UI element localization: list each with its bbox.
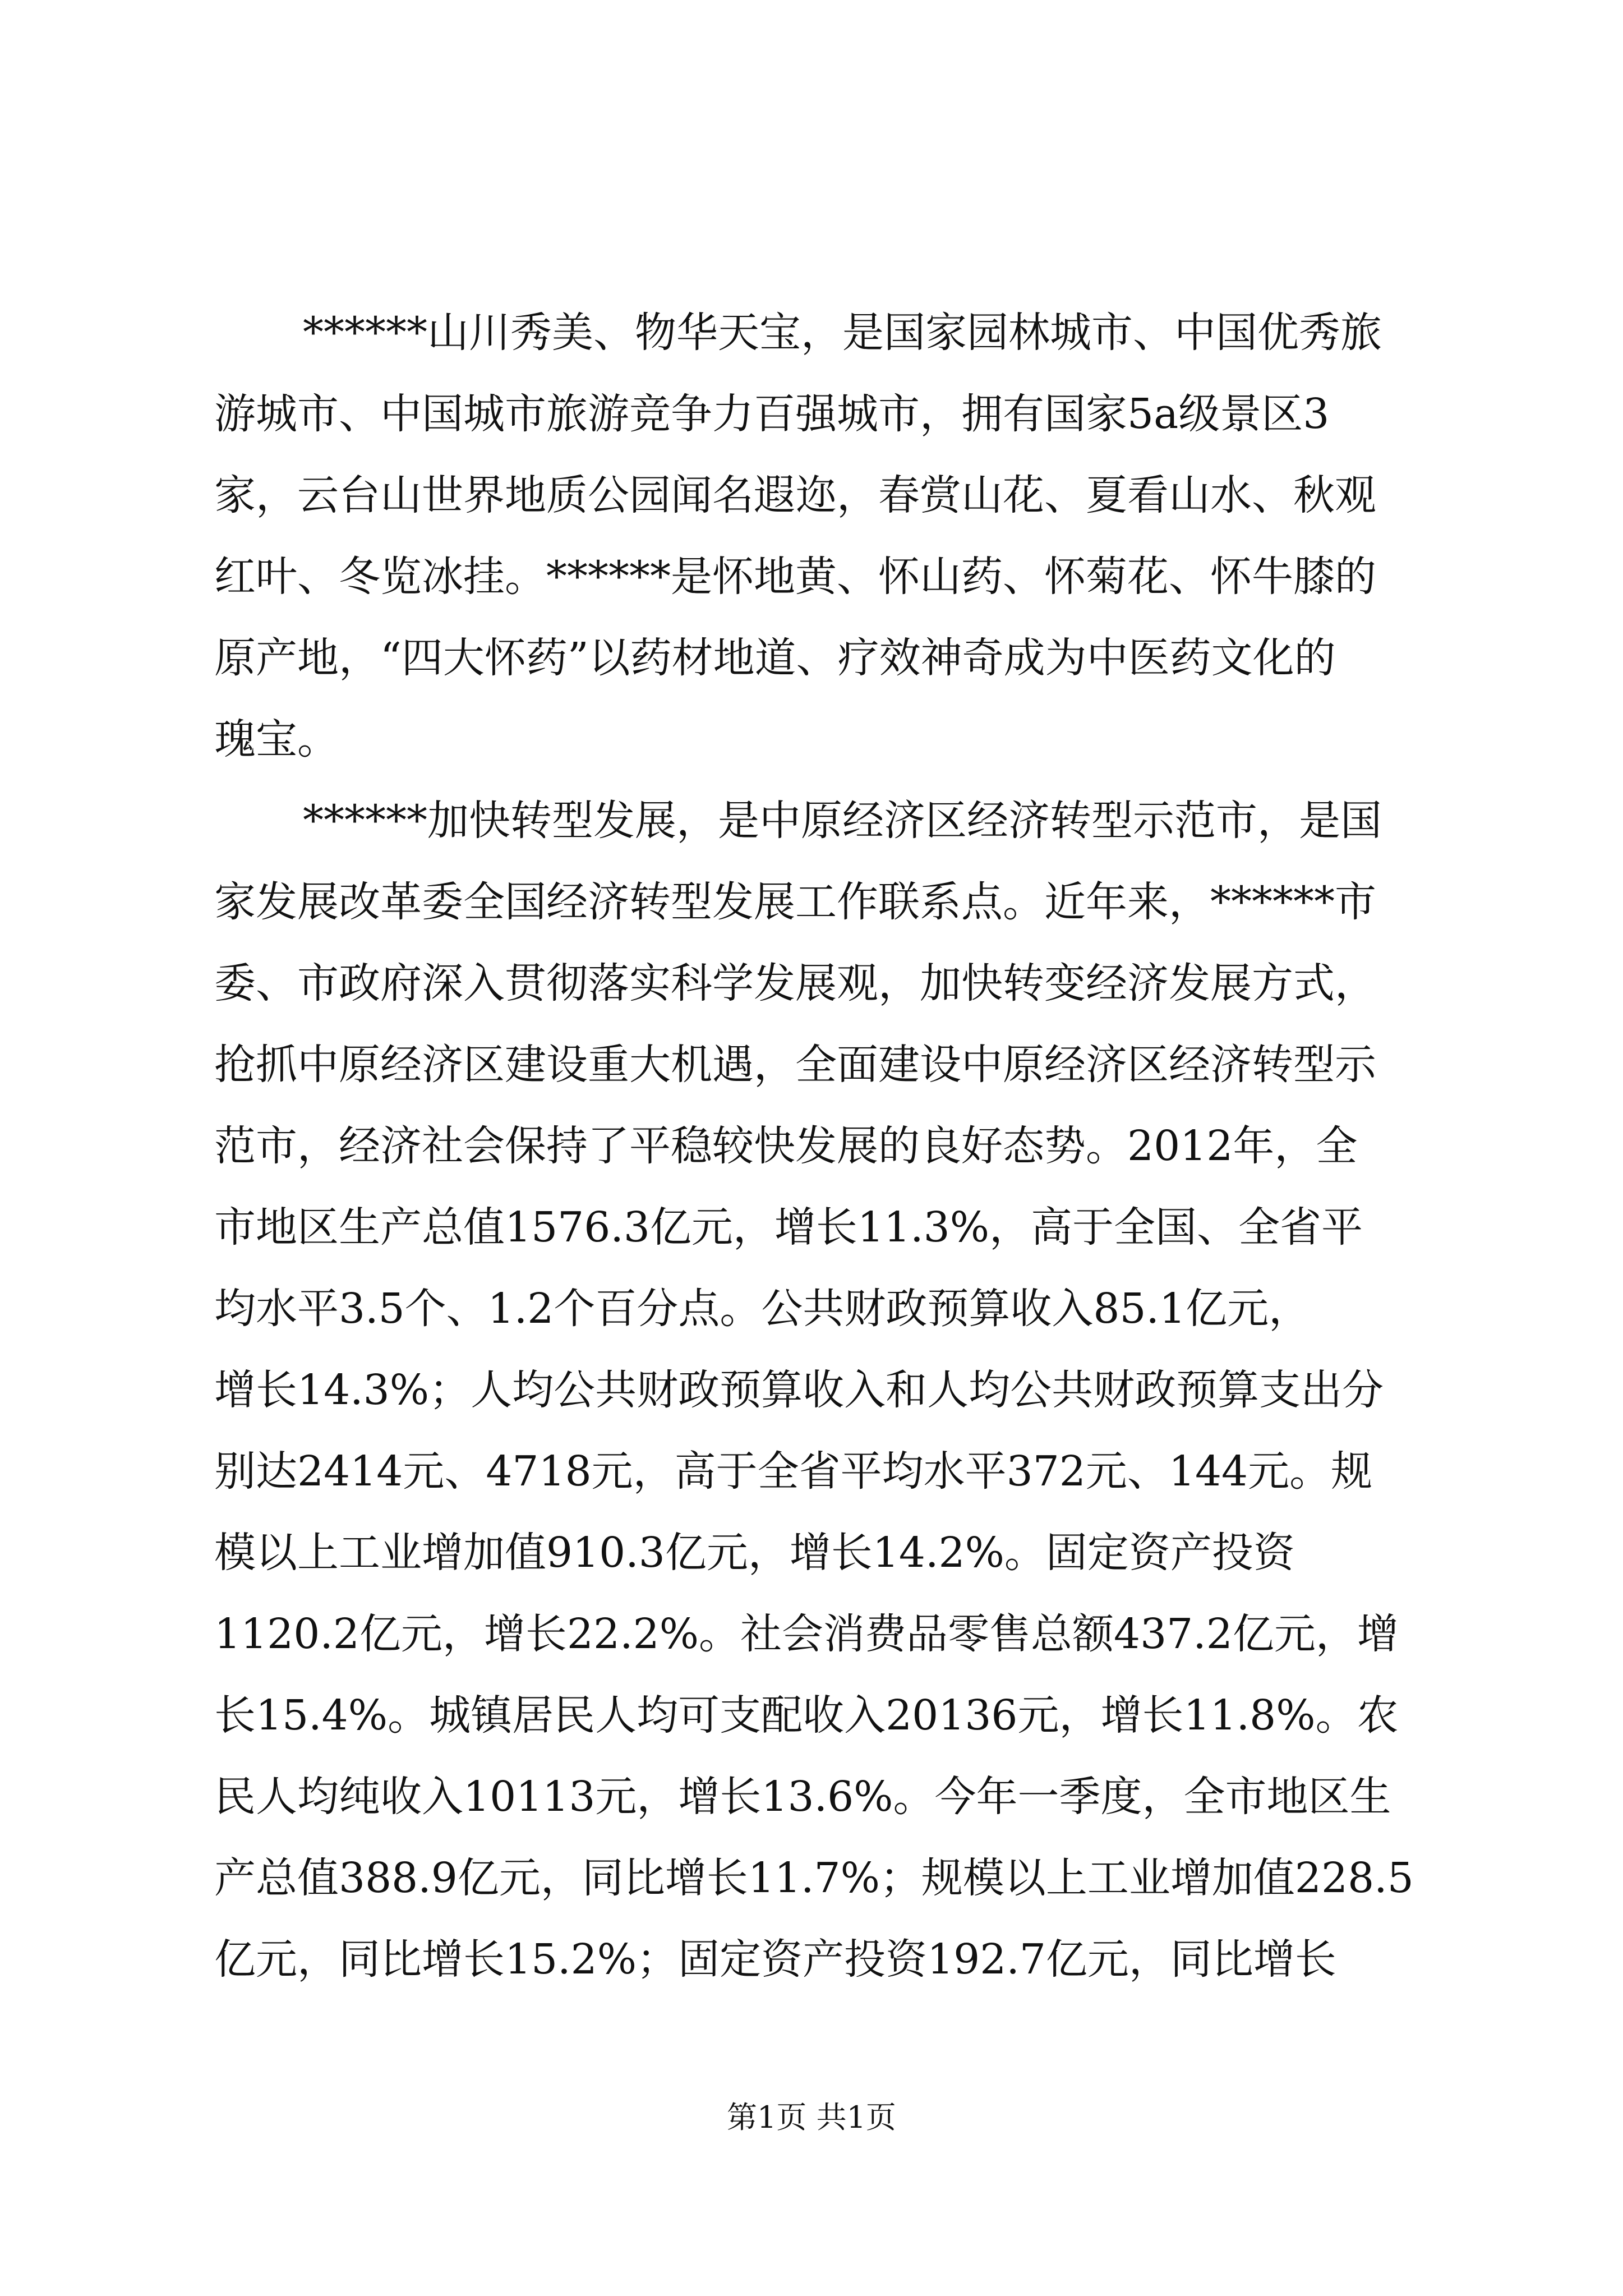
text-line: ******山川秀美、物华天宝，是国家园林城市、中国优秀旅 [303, 309, 1382, 357]
text-line: 家发展改革委全国经济转型发展工作联系点。近年来，******市 [214, 878, 1376, 926]
text-line: 家，云台山世界地质公园闻名遐迩，春赏山花、夏看山水、秋观 [214, 471, 1376, 519]
text-line: 市地区生产总值1576.3亿元，增长11.3%，高于全国、全省平 [214, 1203, 1363, 1251]
page-footer: 第1页 共1页 [727, 2100, 896, 2135]
text-line: 1120.2亿元，增长22.2%。社会消费品零售总额437.2亿元，增 [214, 1610, 1399, 1658]
text-line: 范市，经济社会保持了平稳较快发展的良好态势。2012年，全 [214, 1122, 1358, 1170]
text-line: 增长14.3%；人均公共财政预算收入和人均公共财政预算支出分 [214, 1366, 1384, 1414]
text-line: 长15.4%。城镇居民人均可支配收入20136元，增长11.8%。农 [214, 1691, 1399, 1740]
text-line: 瑰宝。 [214, 715, 339, 763]
text-line: 民人均纯收入10113元，增长13.6%。今年一季度，全市地区生 [214, 1773, 1391, 1821]
text-line: 红叶、冬览冰挂。******是怀地黄、怀山药、怀菊花、怀牛膝的 [214, 553, 1376, 601]
text-line: 抢抓中原经济区建设重大机遇，全面建设中原经济区经济转型示 [214, 1041, 1376, 1089]
text-line: 亿元，同比增长15.2%；固定资产投资192.7亿元，同比增长 [214, 1935, 1336, 1984]
text-line: 委、市政府深入贯彻落实科学发展观，加快转变经济发展方式， [214, 959, 1376, 1007]
text-line: 游城市、中国城市旅游竞争力百强城市，拥有国家5a级景区3 [214, 390, 1330, 438]
text-line: 原产地，“四大怀药”以药材地道、疗效神奇成为中医药文化的 [214, 634, 1336, 682]
text-line: 模以上工业增加值910.3亿元，增长14.2%。固定资产投资 [214, 1529, 1295, 1577]
text-line: 别达2414元、4718元，高于全省平均水平372元、144元。规 [214, 1447, 1373, 1496]
text-line: 产总值388.9亿元，同比增长11.7%；规模以上工业增加值228.5 [214, 1854, 1414, 1902]
text-line: ******加快转型发展，是中原经济区经济转型示范市，是国 [303, 797, 1382, 845]
text-line: 均水平3.5个、1.2个百分点。公共财政预算收入85.1亿元， [214, 1285, 1311, 1333]
